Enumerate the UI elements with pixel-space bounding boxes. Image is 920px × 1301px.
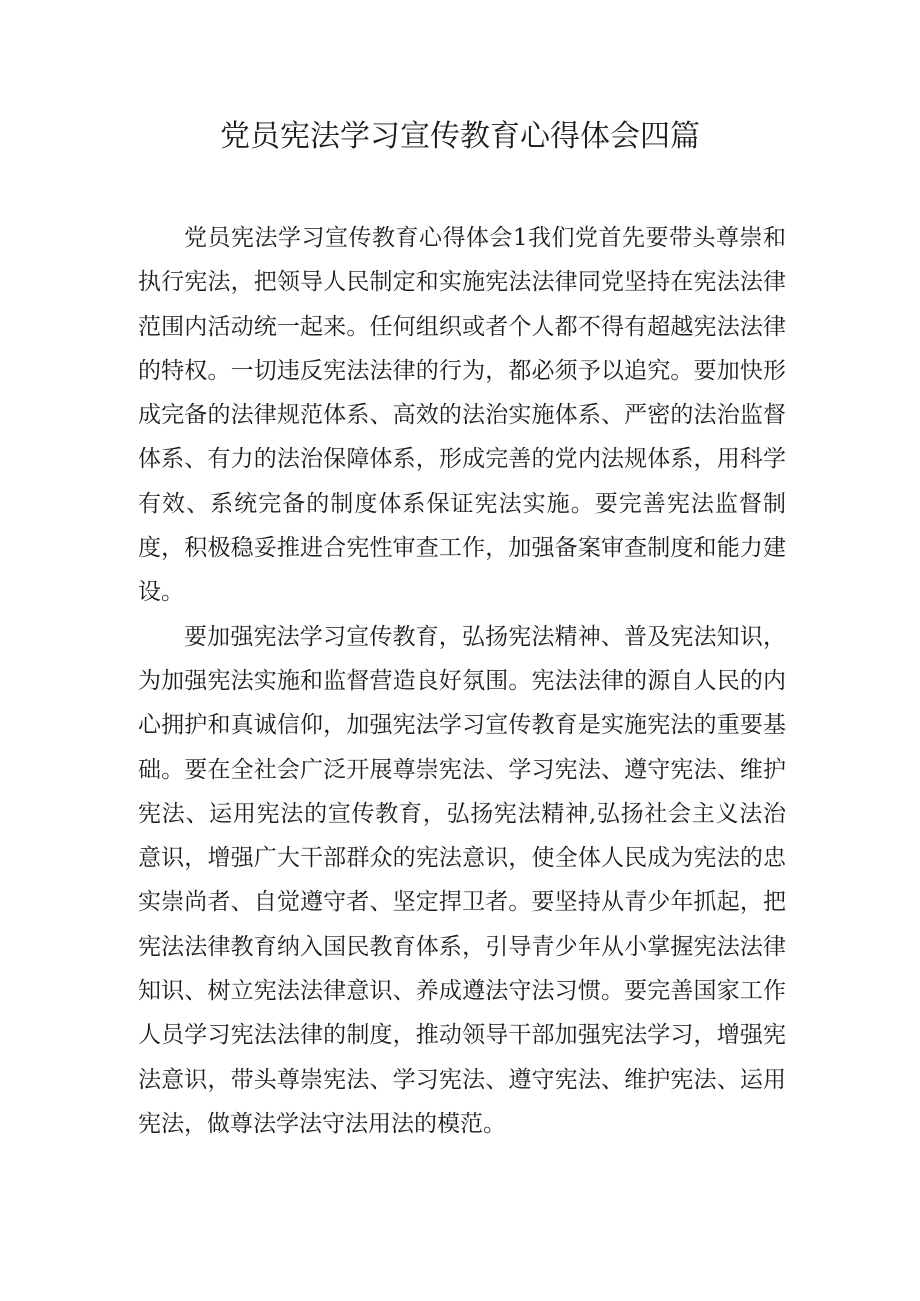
document-body [138, 216, 786, 1146]
paragraph-2: 要加强宪法学习宣传教育，弘扬宪法精神、普及宪法知识，为加强宪法实施和监督营造良好氛围。宪法法律的源自人民的内心拥护和真诚信仰，加强宪法学习宣传教育是实施宪法的重要基础。要在全社会广泛开展尊崇宪法、学习宪法、遵守宪法、维护宪法、运用宪法的宣传教育，弘扬宪法精神,弘扬社会主义法治意识，增强广大干部群众的宪法意识，使全体人民成为宪法的忠实崇尚者、自觉遵守者、坚定捍卫者。要坚持从青少年抓起，把宪法法律教育纳入国民教育体系，引导青少年从小掌握宪法法律知识、树立宪法法律意识、养成遵法守法习惯。要完善国家工作人员学习宪法法律的制度，推动领导干部加强宪法学习，增强宪法意识，带头尊崇宪法、学习宪法、遵守宪法、维护宪法、运用宪法，做尊法学法守法用法的模范。 [138, 623, 786, 1137]
paragraph-1: 党员宪法学习宣传教育心得体会1我们党首先要带头尊崇和执行宪法，把领导人民制定和实施宪法法律同党坚持在宪法法律范围内活动统一起来。任何组织或者个人都不得有超越宪法法律的特权。一切违反宪法法律的行为，都必须予以追究。要加快形成完备的法律规范体系、高效的法治实施体系、严密的法治监督体系、有力的法治保障体系，形成完善的党内法规体系，用科学有效、系统完备的制度体系保证宪法实施。要完善宪法监督制度，积极稳妥推进合宪性审查工作，加强备案审查制度和能力建设。 [138, 225, 786, 606]
document-title: 党员宪法学习宣传教育心得体会四篇 [220, 119, 700, 154]
